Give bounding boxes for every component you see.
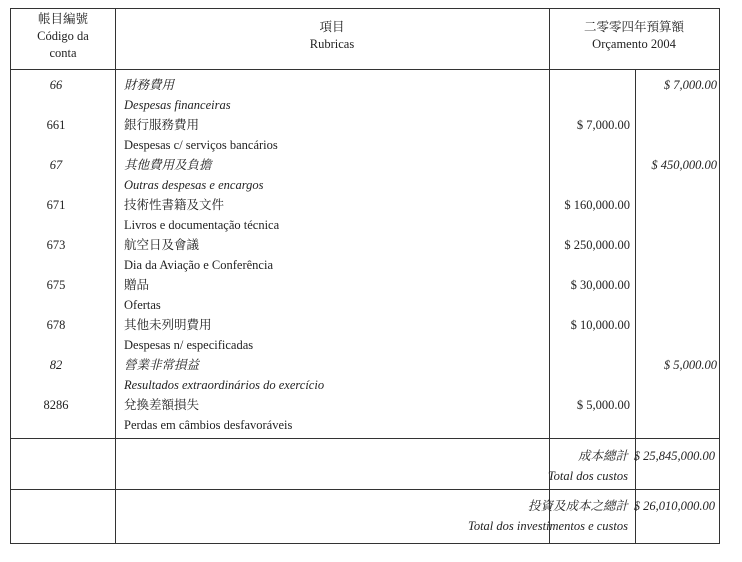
row-label-pt: Resultados extraordinários do exercício <box>124 378 325 392</box>
total-divider <box>11 489 719 490</box>
row-label-zh: 營業非常損益 <box>124 358 200 372</box>
row-label-pt: Dia da Aviação e Conferência <box>124 258 273 272</box>
row-code: 661 <box>46 118 66 132</box>
row-code: 678 <box>46 318 66 332</box>
grand-total-pt: Total dos investimentos e custos <box>468 519 628 533</box>
header-item-zh: 項目 <box>319 20 345 34</box>
header-budget-pt: Orçamento 2004 <box>592 37 676 51</box>
row-code: 675 <box>46 278 66 292</box>
header-code <box>11 11 115 62</box>
row-label-zh: 技術性書籍及文件 <box>124 198 225 212</box>
row-label-pt: Despesas financeiras <box>124 98 231 112</box>
budget-table <box>10 8 720 544</box>
row-label-pt: Outras despesas e encargos <box>124 178 264 192</box>
header-item-pt: Rubricas <box>309 37 355 51</box>
col-divider-sub <box>635 69 636 543</box>
body-divider <box>11 438 719 439</box>
row-subtotal: $ 5,000.00 <box>576 398 630 412</box>
header-code-zh: 帳目編號 <box>37 12 88 26</box>
header-code-pt-1: Código da <box>37 29 89 43</box>
row-subtotal: $ 10,000.00 <box>570 318 630 332</box>
total-costs-value: $ 25,845,000.00 <box>633 449 715 463</box>
row-label-zh: 贈品 <box>124 278 150 292</box>
row-total: $ 5,000.00 <box>663 358 717 372</box>
row-label-pt: Livros e documentação técnica <box>124 218 280 232</box>
row-total: $ 450,000.00 <box>651 158 717 172</box>
row-label-pt: Ofertas <box>124 298 161 312</box>
row-subtotal: $ 7,000.00 <box>576 118 630 132</box>
header-code-pt-2: conta <box>49 46 77 60</box>
row-total: $ 7,000.00 <box>663 78 717 92</box>
row-subtotal: $ 30,000.00 <box>570 278 630 292</box>
row-label-zh: 其他未列明費用 <box>124 318 212 332</box>
row-code: 67 <box>49 158 63 172</box>
row-code: 671 <box>46 198 66 212</box>
total-costs-zh: 成本總計 <box>577 449 628 463</box>
row-label-pt: Perdas em câmbios desfavoráveis <box>124 418 293 432</box>
row-subtotal: $ 160,000.00 <box>564 198 630 212</box>
row-label-zh: 銀行服務費用 <box>124 118 200 132</box>
grand-total-value: $ 26,010,000.00 <box>633 499 715 513</box>
row-label-pt: Despesas c/ serviços bancários <box>124 138 278 152</box>
row-code: 673 <box>46 238 66 252</box>
row-label-zh: 航空日及會議 <box>124 238 200 252</box>
col-divider-code <box>115 9 116 543</box>
row-subtotal: $ 250,000.00 <box>564 238 630 252</box>
total-costs-pt: Total dos custos <box>547 469 628 483</box>
header-budget <box>549 19 719 53</box>
row-label-zh: 其他費用及負擔 <box>124 158 212 172</box>
row-label-zh: 兌換差額損失 <box>124 398 200 412</box>
row-code: 66 <box>49 78 63 92</box>
row-code: 82 <box>49 358 63 372</box>
row-code: 8286 <box>43 398 69 412</box>
row-label-pt: Despesas n/ especificadas <box>124 338 254 352</box>
header-item <box>115 19 549 53</box>
grand-total-zh: 投資及成本之總計 <box>527 499 628 513</box>
row-label-zh: 財務費用 <box>124 78 175 92</box>
header-divider <box>11 69 719 70</box>
header-budget-zh: 二零零四年預算額 <box>583 20 684 34</box>
